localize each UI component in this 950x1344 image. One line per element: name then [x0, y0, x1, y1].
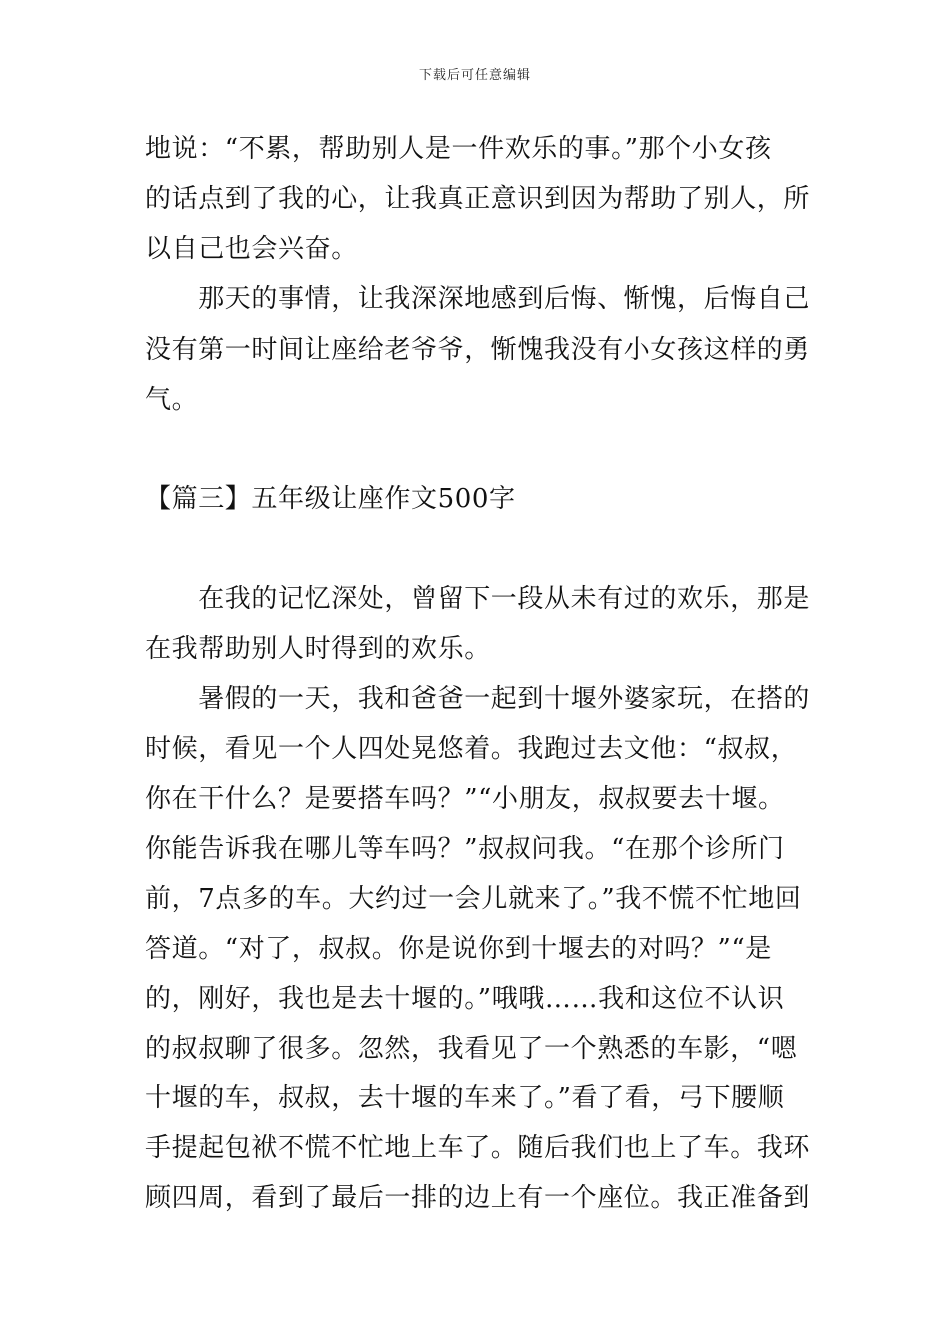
body-line-13: 前，7点多的车。大约过一会儿就来了。”我不慌不忙地回 [145, 884, 802, 914]
body-line-2: 的话点到了我的心，让我真正意识到因为帮助了别人，所 [145, 184, 811, 214]
body-line-4: 那天的事情，让我深深地感到后悔、惭愧，后悔自己 [145, 284, 811, 314]
body-line-16: 的叔叔聊了很多。忽然，我看见了一个熟悉的车影，“嗯 [145, 1034, 798, 1064]
body-line-7: 在我的记忆深处，曾留下一段从未有过的欢乐，那是 [145, 584, 811, 614]
body-line-18: 手提起包袱不慌不忙地上车了。随后我们也上了车。我环 [145, 1133, 811, 1163]
body-line-3: 以自己也会兴奋。 [145, 234, 358, 264]
body-line-1: 地说：“不累，帮助别人是一件欢乐的事。”那个小女孩 [145, 134, 772, 164]
body-line-14: 答道。“对了，叔叔。你是说你到十堰去的对吗？”“是 [145, 934, 772, 964]
page-header: 下载后可任意编辑 [418, 68, 531, 83]
body-line-8: 在我帮助别人时得到的欢乐。 [145, 634, 491, 664]
section-heading: 【篇三】五年级让座作文500字 [145, 484, 516, 514]
body-line-10: 时候，看见一个人四处晃悠着。我跑过去文他：“叔叔， [145, 734, 798, 764]
body-line-6: 气。 [145, 385, 199, 415]
body-line-11: 你在干什么？是要搭车吗？”“小朋友，叔叔要去十堰。 [145, 784, 785, 814]
body-line-12: 你能告诉我在哪儿等车吗？”叔叔问我。“在那个诊所门 [145, 834, 785, 864]
body-line-15: 的，刚好，我也是去十堰的。”哦哦……我和这位不认识 [145, 984, 785, 1014]
body-line-5: 没有第一时间让座给老爷爷，惭愧我没有小女孩这样的勇 [145, 335, 811, 365]
body-line-9: 暑假的一天，我和爸爸一起到十堰外婆家玩，在搭的 [145, 684, 811, 714]
body-line-17: 十堰的车，叔叔，去十堰的车来了。”看了看，弓下腰顺 [145, 1083, 785, 1113]
body-line-19: 顾四周，看到了最后一排的边上有一个座位。我正准备到 [145, 1183, 811, 1213]
